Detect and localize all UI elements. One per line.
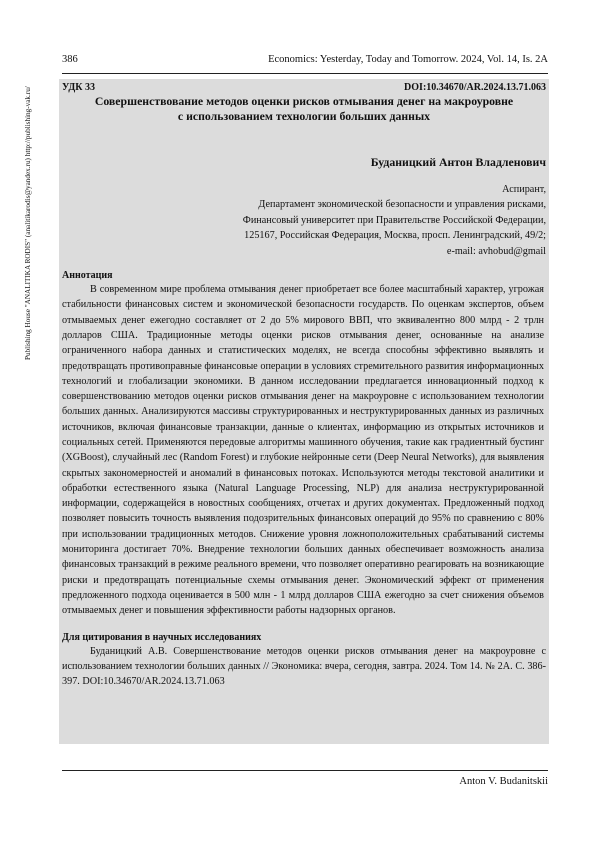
footer-rule xyxy=(62,770,548,771)
article-title: Совершенствование методов оценки рисков отмывания денег на макроуровне с использованием технологии больших данных xyxy=(94,94,514,123)
udk-doi-row xyxy=(62,80,546,94)
citation-heading: Для цитирования в научных исследованиях xyxy=(62,631,262,643)
affiliation-line: Департамент экономической безопасности и управления рисками, xyxy=(258,199,546,211)
header-rule xyxy=(62,73,548,74)
page-number: 386 xyxy=(62,54,78,65)
journal-title: Economics: Yesterday, Today and Tomorrow. 2024, Vol. 14, Is. 2A xyxy=(268,54,548,65)
footer-author: Anton V. Budanitskii xyxy=(459,776,548,787)
side-publisher-text: Publishing House "ANALITIKA RODIS" (analitikarodis@yandex.ru) http://publishing-vak.ru/ xyxy=(24,86,32,360)
side-publisher-note xyxy=(24,86,38,368)
article-front-matter xyxy=(62,80,546,689)
affiliation-line: 125167, Российская Федерация, Москва, просп. Ленинградский, 49/2; xyxy=(244,230,546,242)
affiliation-line: Финансовый университет при Правительстве Российской Федерации, xyxy=(242,214,546,226)
author-email[interactable]: e-mail: avhobud@gmail xyxy=(446,245,546,257)
running-header xyxy=(62,54,548,70)
author-name: Буданицкий Антон Владленович xyxy=(370,155,546,169)
doi[interactable]: DOI:10.34670/AR.2024.13.71.063 xyxy=(404,82,546,93)
udk-code: УДК 33 xyxy=(62,82,95,93)
citation-text: Буданицкий А.В. Совершенствование методов оценки рисков отмывания денег на макроуровне с использованием технологии больших данных // Экономика: вчера, сегодня, завтра. 2024. Том 14. № 2А. С. 386-397. DOI:10.34670/AR.2024.13.71.063 xyxy=(62,645,546,688)
abstract-heading: Аннотация xyxy=(62,270,113,282)
affiliation-line: Аспирант, xyxy=(502,184,546,195)
author-affiliation xyxy=(62,182,546,259)
abstract-text: В современном мире проблема отмывания денег приобретает все более масштабный характер, угрожая стабильности финансовых систем и экономической безопасности государств. По оценкам экспертов, объем отмываемых денег ежегодно составляет от 2 до 5% мирового ВВП, что эквивалентно 800 млрд - 2 трлн долларов США. Традиционные методы оценки рисков отмывания денег, основанные на анализе ограниченного набора данных и статистических моделях, не всегда способны эффективно выявлять и предотвращать противоправные финансовые операции в условиях стремительного развития информационных технологий и глобализации экономики. В данном исследовании предлагается инновационный подход к совершенствованию методов оценки рисков отмывания денег на макроуровне с использованием технологии больших данных. Анализируются массивы структурированных и неструктурированных данных из различных источников, включая финансовые транзакции, данные о клиентах, информацию из открытых источников и социальных сетей. Применяются передовые алгоритмы машинного обучения, такие как градиентный бустинг (XGBoost), случайный лес (Random Forest) и глубокие нейронные сети (Deep Neural Networks), для выявления скрытых закономерностей и аномалий в финансовых потоках. Используются методы текстовой аналитики и обработки естественного языка (Natural Language Processing, NLP) для анализа неструктурированной информации, содержащейся в новостных сообщениях, отчетах и других документах. Предложенный подход позволяет повысить точность выявления подозрительных финансовых операций до 95% по сравнению с 80% при использовании традиционных методов. Снижение уровня ложноположительных срабатываний системы мониторинга достигает 70%. Внедрение технологии больших данных обеспечивает возможность анализа финансовых транзакций в режиме реального времени, что позволяет оперативно реагировать на возникающие риски и предотвращать потенциальные схемы отмывания денег. Экономический эффект от применения предложенного подхода оценивается в 500 млн - 1 млрд долларов США ежегодно за счет снижения объемов отмываемых денег и повышения эффективности работы надзорных органов. xyxy=(62,284,544,617)
